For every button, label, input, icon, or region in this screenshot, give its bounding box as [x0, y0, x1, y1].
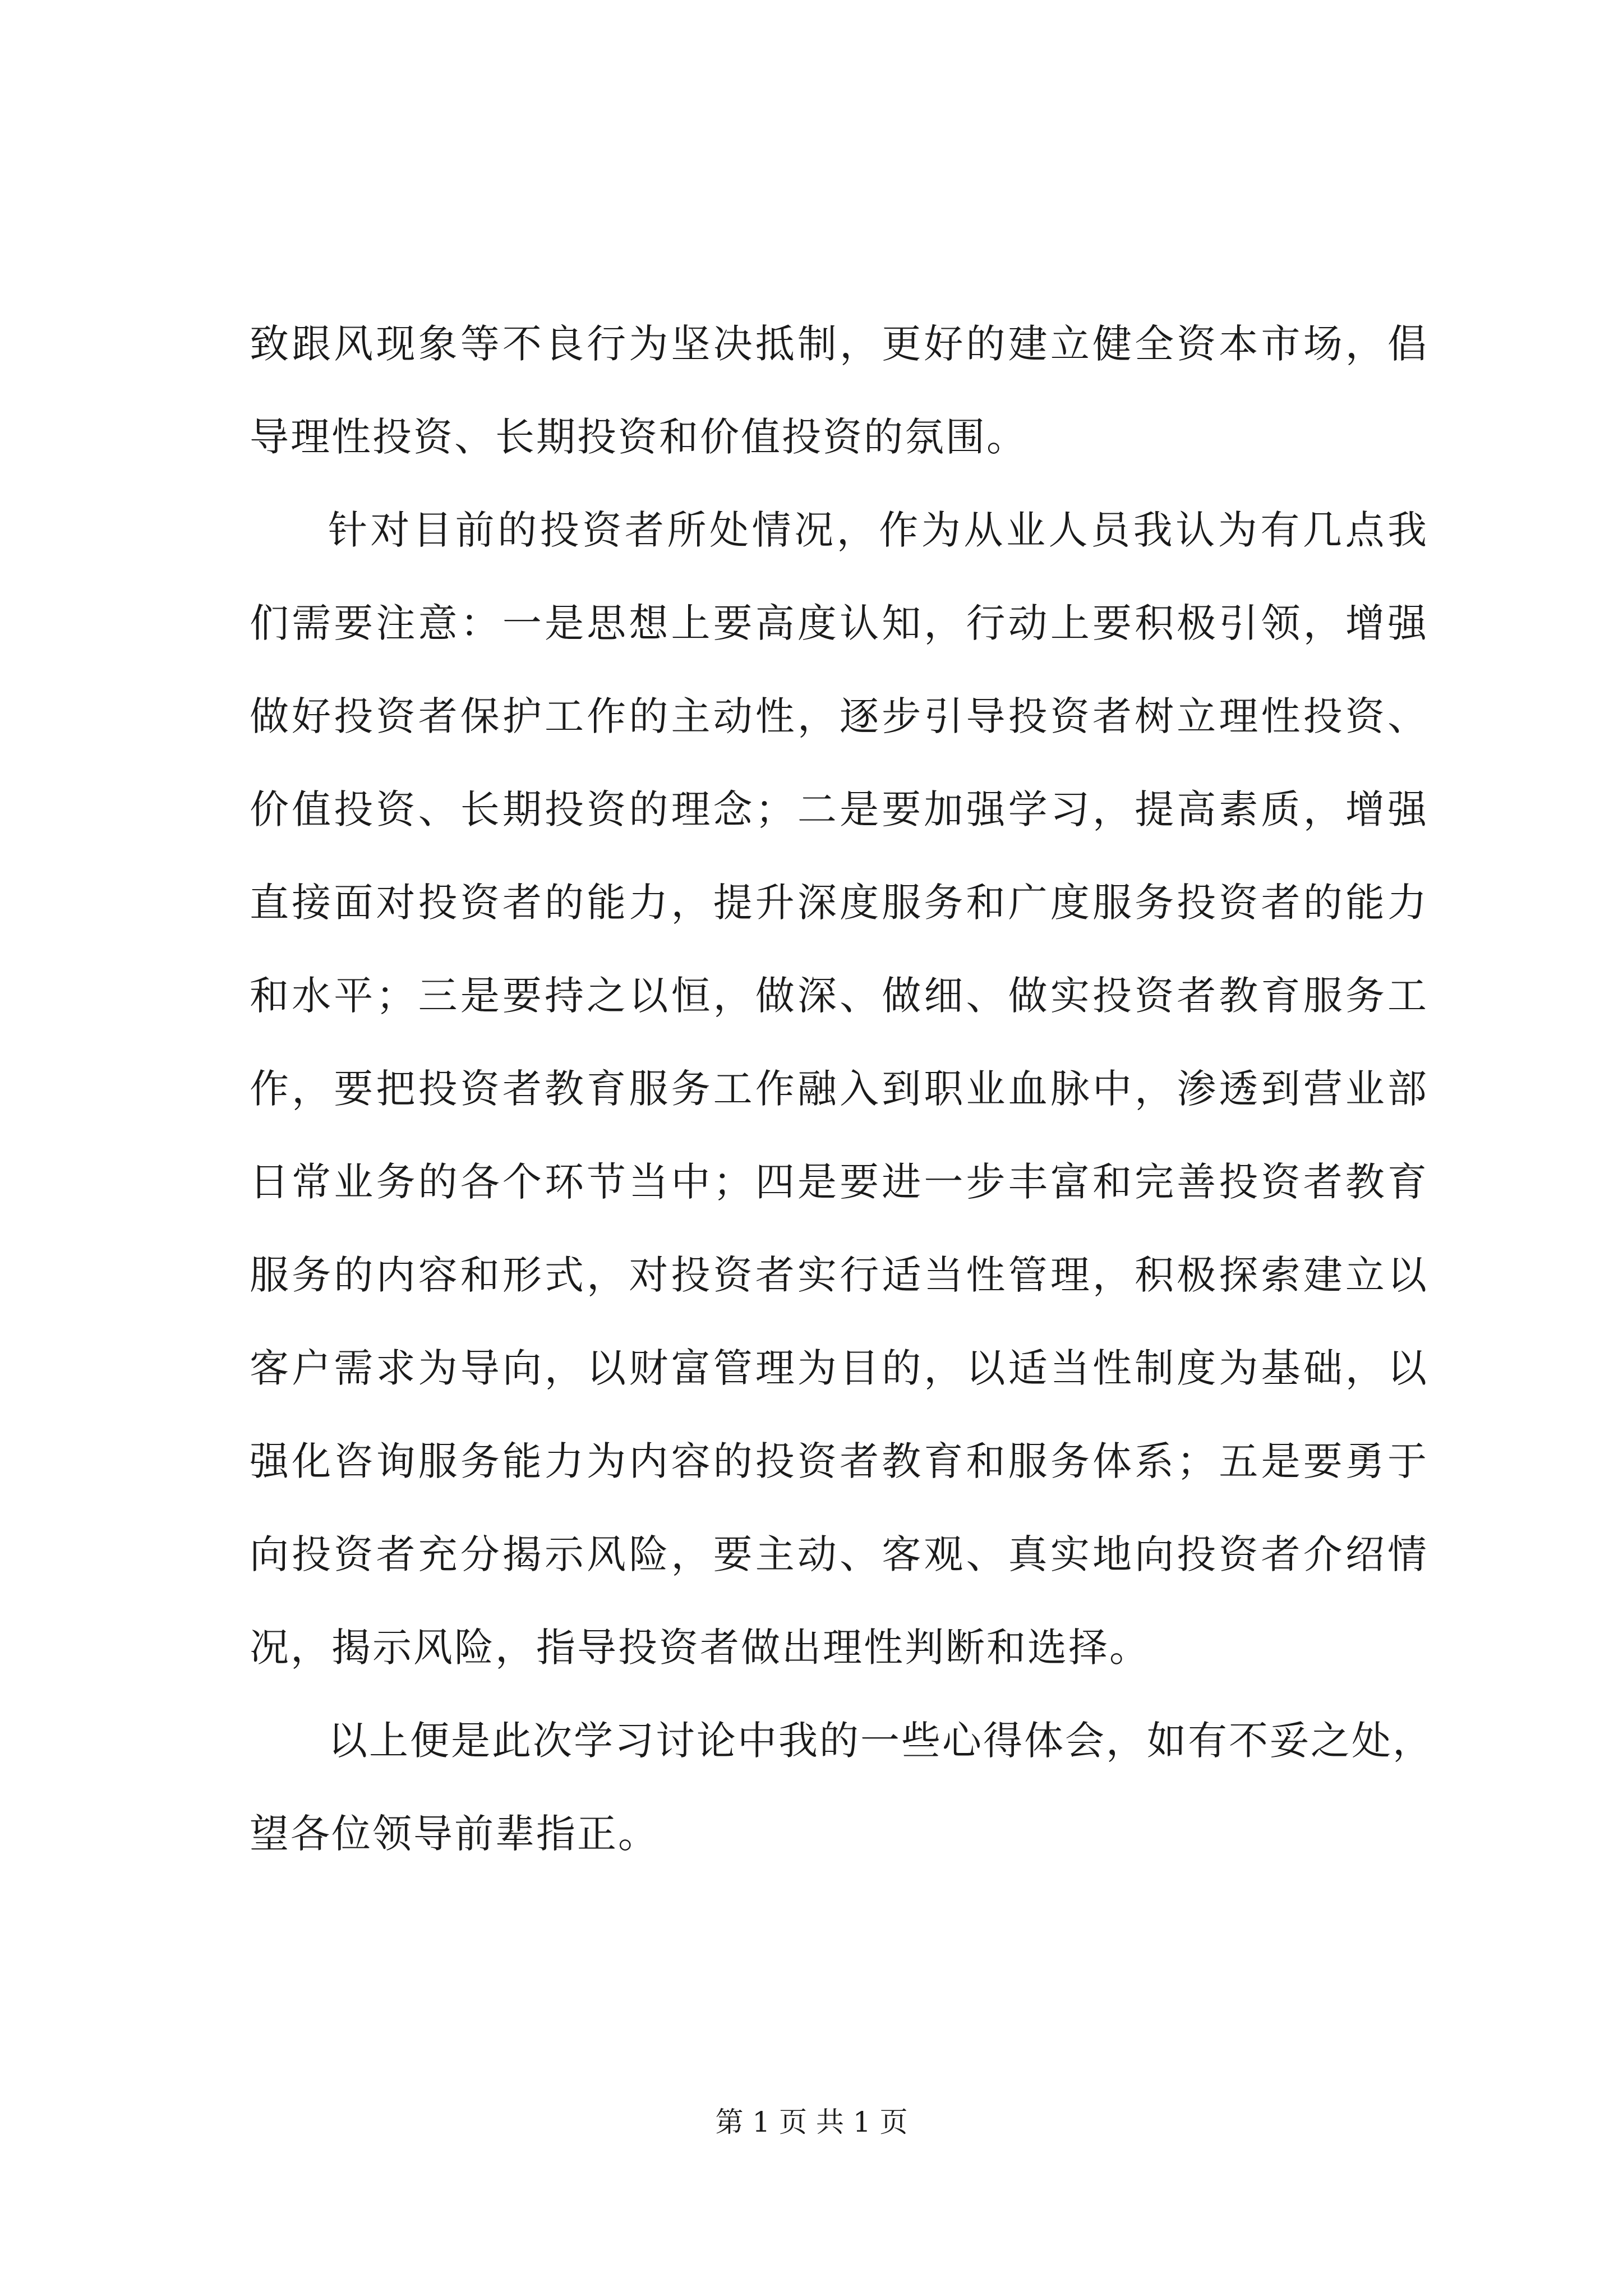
text-line: 致跟风现象等不良行为坚决抵制，更好的建立健全资本市场，倡: [250, 321, 1428, 367]
text-line: 们需要注意：一是思想上要高度认知，行动上要积极引领，增强: [250, 600, 1428, 646]
text-line: 日常业务的各个环节当中；四是要进一步丰富和完善投资者教育: [250, 1159, 1428, 1205]
text-line: 做好投资者保护工作的主动性，逐步引导投资者树立理性投资、: [250, 693, 1428, 739]
text-line: 望各位领导前辈指正。: [250, 1811, 659, 1857]
text-line: 针对目前的投资者所处情况，作为从业人员我认为有几点我: [328, 507, 1428, 553]
text-line: 价值投资、长期投资的理念；二是要加强学习，提高素质，增强: [250, 786, 1428, 832]
text-line: 向投资者充分揭示风险，要主动、客观、真实地向投资者介绍情: [250, 1531, 1428, 1577]
text-line: 和水平；三是要持之以恒，做深、做细、做实投资者教育服务工: [250, 973, 1428, 1019]
paragraph: [250, 484, 1428, 1694]
page-number-footer: 第 1 页 共 1 页: [715, 2106, 908, 2138]
text-line: 导理性投资、长期投资和价值投资的氛围。: [250, 414, 1027, 460]
paragraph: [250, 297, 1428, 484]
text-line: 服务的内容和形式，对投资者实行适当性管理，积极探索建立以: [250, 1252, 1428, 1298]
paragraph: [250, 1694, 1433, 1880]
document-body: [250, 297, 1433, 1880]
text-line: 直接面对投资者的能力，提升深度服务和广度服务投资者的能力: [250, 880, 1428, 926]
text-line: 客户需求为导向，以财富管理为目的，以适当性制度为基础，以: [250, 1345, 1428, 1391]
text-line: 作，要把投资者教育服务工作融入到职业血脉中，渗透到营业部: [250, 1066, 1428, 1112]
text-line: 以上便是此次学习讨论中我的一些心得体会，如有不妥之处，: [328, 1718, 1433, 1764]
text-line: 况，揭示风险，指导投资者做出理性判断和选择。: [250, 1625, 1150, 1671]
text-line: 强化咨询服务能力为内容的投资者教育和服务体系；五是要勇于: [250, 1438, 1428, 1484]
